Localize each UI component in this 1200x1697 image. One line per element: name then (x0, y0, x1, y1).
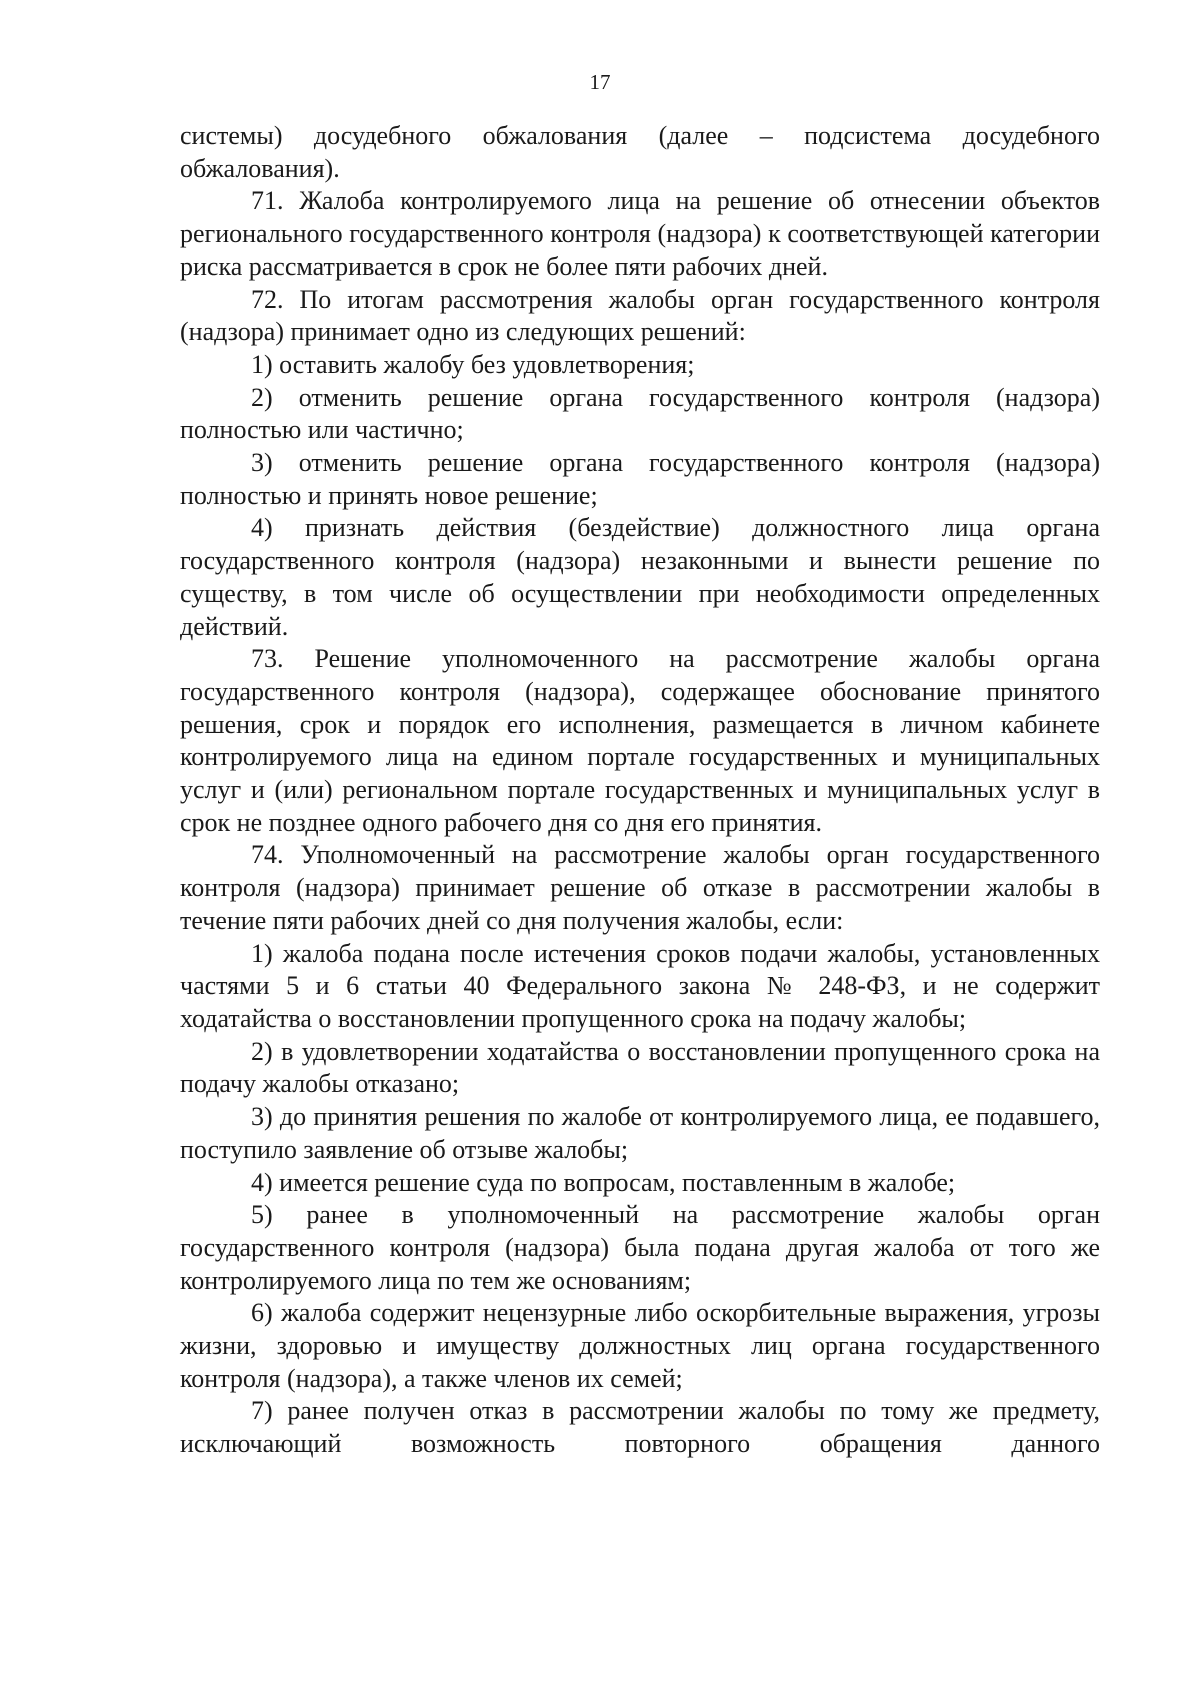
paragraph-72-item-2: 2) отменить решение органа государственного контроля (надзора) полностью или частично; (180, 382, 1100, 445)
paragraph-74-item-3: 3) до принятия решения по жалобе от контролируемого лица, ее подавшего, поступило заявление об отзыве жалобы; (180, 1102, 1100, 1164)
paragraph-74-item-5: 5) ранее в уполномоченный на рассмотрение жалобы орган государственного контроля (надзора) была подана другая жалоба от того же контролируемого лица по тем же основаниям; (180, 1200, 1100, 1295)
paragraph-71: 71. Жалоба контролируемого лица на решение об отнесении объектов регионального государственного контроля (надзора) к соответствующей категории риска рассматривается в срок не более пяти рабочих дней. (180, 186, 1100, 281)
page-number: 17 (589, 70, 611, 94)
paragraph-72-item-3: 3) отменить решение органа государственного контроля (надзора) полностью и принять новое решение; (180, 448, 1100, 510)
paragraph-continuation: системы) досудебного обжалования (далее – подсистема досудебного обжалования). (180, 121, 1100, 183)
document-body (180, 120, 1100, 1461)
paragraph-72: 72. По итогам рассмотрения жалобы орган государственного контроля (надзора) принимает одно из следующих решений: (180, 284, 1100, 347)
paragraph-72-item-4: 4) признать действия (бездействие) должностного лица органа государственного контроля (надзора) незаконными и вынести решение по существу, в том числе об осуществлении при необходимости определенных действий. (180, 513, 1100, 641)
paragraph-73: 73. Решение уполномоченного на рассмотрение жалобы органа государственного контроля (надзора), содержащее обоснование принятого решения, срок и порядок его исполнения, размещается в личном кабинете контролируемого лица на едином портале государственных и муниципальных услуг и (или) региональном портале государственных и муниципальных услуг в срок не позднее одного рабочего дня со дня его принятия. (180, 644, 1100, 837)
paragraph-74-item-2: 2) в удовлетворении ходатайства о восстановлении пропущенного срока на подачу жалобы отказано; (180, 1036, 1100, 1099)
paragraph-74-item-1: 1) жалоба подана после истечения сроков подачи жалобы, установленных частями 5 и 6 статьи 40 Федерального закона № 248-ФЗ, и не содержит ходатайства о восстановлении пропущенного срока на подачу жалобы; (180, 938, 1100, 1033)
paragraph-72-item-1: 1) оставить жалобу без удовлетворения; (251, 349, 695, 379)
paragraph-74: 74. Уполномоченный на рассмотрение жалобы орган государственного контроля (надзора) принимает решение об отказе в рассмотрении жалобы в течение пяти рабочих дней со дня получения жалобы, если: (180, 840, 1100, 935)
paragraph-74-item-7: 7) ранее получен отказ в рассмотрении жалобы по тому же предмету, исключающий возможность повторного обращения данного (180, 1396, 1100, 1459)
paragraph-74-item-6: 6) жалоба содержит нецензурные либо оскорбительные выражения, угрозы жизни, здоровью и имуществу должностных лиц органа государственного контроля (надзора), а также членов их семей; (180, 1298, 1100, 1393)
paragraph-74-item-4: 4) имеется решение суда по вопросам, поставленным в жалобе; (251, 1167, 956, 1197)
